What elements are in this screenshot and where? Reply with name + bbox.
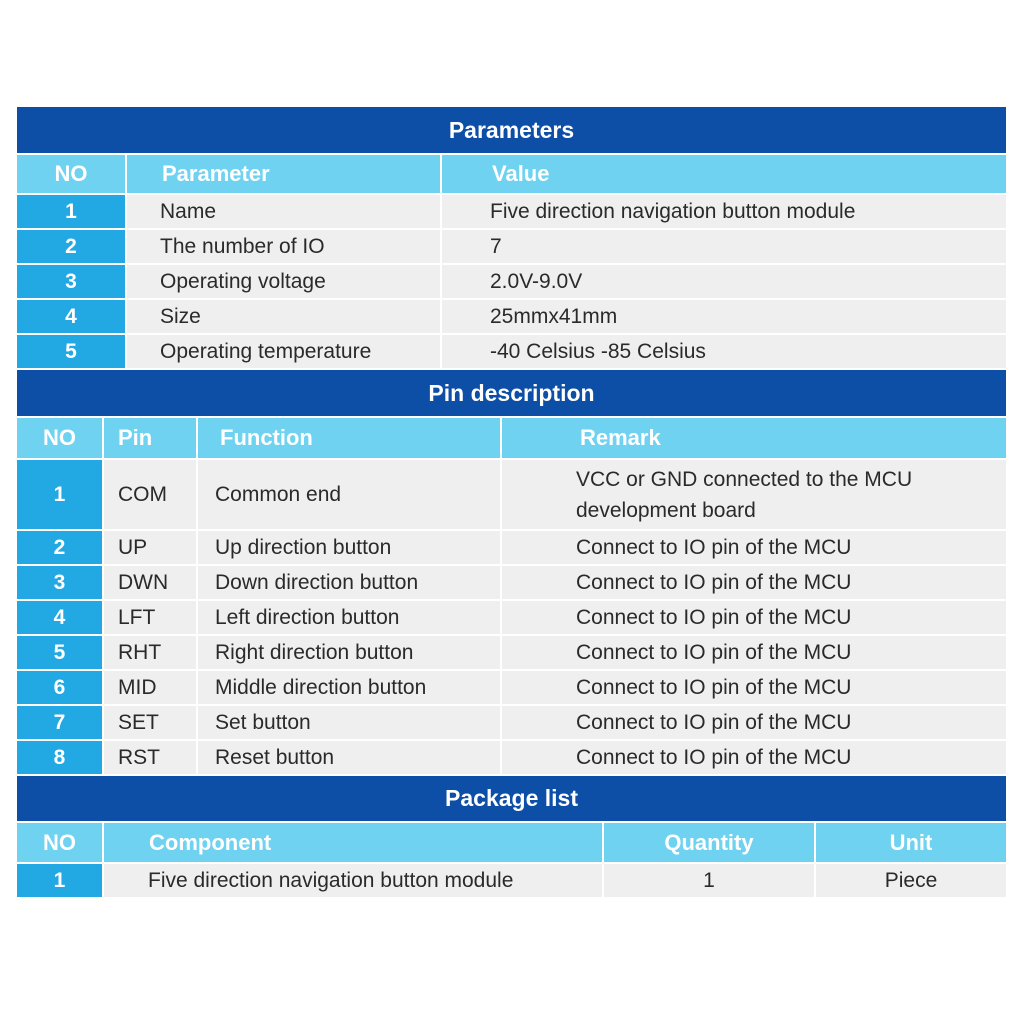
row-number: 2	[17, 531, 104, 564]
pin-remark: VCC or GND connected to the MCU development board	[502, 460, 1006, 529]
row-number: 1	[17, 195, 127, 228]
parameters-header-row	[17, 155, 1006, 195]
table-row	[17, 195, 1006, 230]
table-row	[17, 601, 1006, 636]
pin-name: RST	[104, 741, 198, 774]
pin-name: RHT	[104, 636, 198, 669]
pin-name: DWN	[104, 566, 198, 599]
pins-header-no: NO	[17, 418, 104, 458]
pin-name: SET	[104, 706, 198, 739]
table-row	[17, 460, 1006, 531]
pin-function: Reset button	[198, 741, 502, 774]
row-number: 8	[17, 741, 104, 774]
table-row	[17, 864, 1006, 899]
row-number: 3	[17, 265, 127, 298]
pin-remark: Connect to IO pin of the MCU	[502, 636, 1006, 669]
pin-function: Down direction button	[198, 566, 502, 599]
pin-function: Middle direction button	[198, 671, 502, 704]
package-header-quantity: Quantity	[604, 823, 816, 862]
parameter-name: Name	[127, 195, 442, 228]
row-number: 4	[17, 601, 104, 634]
table-row	[17, 636, 1006, 671]
row-number: 1	[17, 460, 104, 529]
package-header-no: NO	[17, 823, 104, 862]
pins-header-row	[17, 418, 1006, 460]
row-number: 7	[17, 706, 104, 739]
table-row	[17, 706, 1006, 741]
table-row	[17, 671, 1006, 706]
pin-remark: Connect to IO pin of the MCU	[502, 706, 1006, 739]
table-row	[17, 265, 1006, 300]
pin-name: COM	[104, 460, 198, 529]
table-row	[17, 335, 1006, 370]
row-number: 5	[17, 335, 127, 368]
package-header-unit: Unit	[816, 823, 1006, 862]
parameters-header-value: Value	[442, 155, 1006, 193]
parameter-value: Five direction navigation button module	[442, 195, 1006, 228]
parameter-value: 2.0V-9.0V	[442, 265, 1006, 298]
pin-function: Common end	[198, 460, 502, 529]
pins-title: Pin description	[17, 370, 1006, 418]
parameter-name: Operating voltage	[127, 265, 442, 298]
pin-name: MID	[104, 671, 198, 704]
pins-table	[17, 460, 1006, 776]
pin-name: UP	[104, 531, 198, 564]
pin-remark: Connect to IO pin of the MCU	[502, 741, 1006, 774]
pin-function: Left direction button	[198, 601, 502, 634]
parameter-value: 7	[442, 230, 1006, 263]
table-row	[17, 300, 1006, 335]
package-title: Package list	[17, 776, 1006, 823]
pin-function: Right direction button	[198, 636, 502, 669]
pin-function: Up direction button	[198, 531, 502, 564]
table-row	[17, 531, 1006, 566]
parameter-value: 25mmx41mm	[442, 300, 1006, 333]
package-table	[17, 864, 1006, 899]
package-header-component: Component	[104, 823, 604, 862]
row-number: 4	[17, 300, 127, 333]
package-header-row	[17, 823, 1006, 864]
package-unit: Piece	[816, 864, 1006, 897]
parameter-value: -40 Celsius -85 Celsius	[442, 335, 1006, 368]
pin-remark: Connect to IO pin of the MCU	[502, 531, 1006, 564]
parameters-header-no: NO	[17, 155, 127, 193]
row-number: 6	[17, 671, 104, 704]
pin-remark: Connect to IO pin of the MCU	[502, 566, 1006, 599]
package-component: Five direction navigation button module	[104, 864, 604, 897]
parameter-name: Size	[127, 300, 442, 333]
row-number: 3	[17, 566, 104, 599]
parameter-name: The number of IO	[127, 230, 442, 263]
parameters-title: Parameters	[17, 107, 1006, 155]
pin-function: Set button	[198, 706, 502, 739]
spec-sheet	[17, 107, 1006, 899]
pin-name: LFT	[104, 601, 198, 634]
table-row	[17, 566, 1006, 601]
row-number: 2	[17, 230, 127, 263]
table-row	[17, 230, 1006, 265]
pins-header-remark: Remark	[502, 418, 1006, 458]
pins-header-pin: Pin	[104, 418, 198, 458]
pin-remark: Connect to IO pin of the MCU	[502, 601, 1006, 634]
parameters-table	[17, 195, 1006, 370]
pin-remark: Connect to IO pin of the MCU	[502, 671, 1006, 704]
parameter-name: Operating temperature	[127, 335, 442, 368]
row-number: 1	[17, 864, 104, 897]
package-quantity: 1	[604, 864, 816, 897]
pins-header-function: Function	[198, 418, 502, 458]
parameters-header-parameter: Parameter	[127, 155, 442, 193]
table-row	[17, 741, 1006, 776]
row-number: 5	[17, 636, 104, 669]
